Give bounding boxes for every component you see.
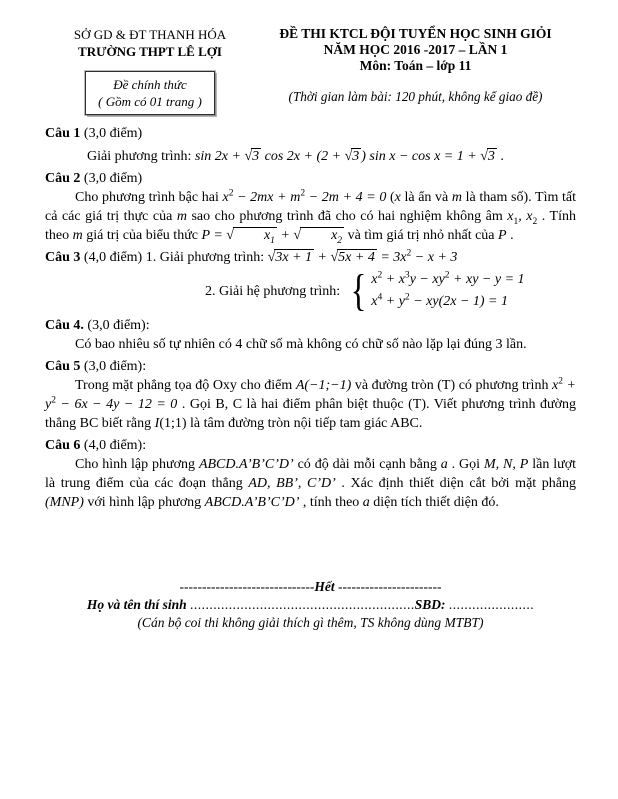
exam-body [45, 124, 576, 512]
question-2 [45, 169, 576, 245]
system-equation-2: $x^4 + y^2 - xy(2x - 1) = 1$ [371, 292, 508, 309]
question-4-points: (3,0 điểm): [83, 318, 150, 333]
system-equation-1: $x^2 + x^3y - xy^2$ + xy − y = 1 [371, 270, 525, 287]
question-2-heading [45, 169, 576, 188]
question-3-item1-formula: $√3x + 1 + √5x + 4 = 3x^2 - x + 3$ [267, 248, 458, 265]
system-brace: { [350, 266, 367, 316]
header [45, 26, 576, 115]
question-2-statement: Cho phương trình bậc hai $x^2 - 2mx + m^2 - 2m + 4 = 0$ (x là ẩn và m là tham số). Tìm tất cả các giá trị thực của m sao cho phương trình đã cho có hai nghiệm không âm $x_1$, $x_2$ . Tính theo m giá trị của biểu thức P = √ $x_1$ + √ $x_2$ và tìm giá trị nhỏ nhất của P . [45, 188, 576, 246]
end-dashes-right: ----------------------- [334, 579, 442, 594]
department-name: SỞ GD & ĐT THANH HÓA [73, 27, 227, 42]
question-1 [45, 124, 576, 166]
exam-duration: (Thời gian làm bài: 120 phút, không kể giao đề) [288, 89, 543, 104]
official-exam-box [85, 71, 215, 115]
question-2-points: (3,0 điểm) [80, 171, 143, 186]
question-1-formula: sin 2x + √3 cos 2x + (2 + √3 ) sin x − cos x = 1 + √3 . [194, 149, 504, 164]
question-6-points: (4,0 điểm): [80, 438, 147, 453]
question-3 [45, 248, 576, 316]
question-4-heading [45, 316, 576, 335]
sbd-dots: ...................... [448, 597, 535, 612]
question-6-heading [45, 436, 576, 455]
question-3-label: Câu 3 [45, 250, 81, 265]
question-5 [45, 357, 576, 433]
question-5-points: (3,0 điểm): [80, 359, 147, 374]
exam-subject: Môn: Toán – lớp 11 [359, 58, 472, 73]
question-5-statement: Trong mặt phẳng tọa độ Oxy cho điểm A(−1;−1) và đường tròn (T) có phương trình $x^2 + y^2 - 6x - 4y - 12 = 0$ . Gọi B, C là hai điểm phân biệt thuộc (T). Viết phương trình đường thẳng BC biết rằng I(1;1) là tâm đường tròn nội tiếp tam giác ABC. [45, 376, 577, 431]
question-4-statement: Có bao nhiêu số tự nhiên có 4 chữ số mà không có chữ số nào lặp lại đúng 3 lần. [75, 337, 527, 352]
end-divider [45, 578, 576, 596]
question-6-statement: Cho hình lập phương ABCD.A’B’C’D’ có độ dài mỗi cạnh bằng a . Gọi M, N, P lần lượt là trung điểm của các đoạn thẳng AD, BB’, C’D’ . Xác định thiết diện cắt bởi mặt phẳng (MNP) với hình lập phương ABCD.A’B’C’D’ , tính theo a diện tích thiết diện đó. [45, 457, 577, 510]
question-1-heading [45, 124, 576, 143]
equation-system [371, 269, 524, 313]
candidate-name-label: Họ và tên thí sinh [86, 597, 190, 612]
question-1-label: Câu 1 [45, 126, 81, 141]
official-box-line2: ( Gồm có 01 trang ) [98, 94, 202, 109]
issuer-block [45, 26, 255, 115]
official-box-line1: Đề chính thức [113, 77, 187, 92]
candidate-name-dots: .......................................................... [190, 597, 415, 612]
exam-year: NĂM HỌC 2016 -2017 – LẦN 1 [323, 42, 508, 57]
question-1-points: (3,0 điểm) [80, 126, 143, 141]
question-3-heading [45, 248, 576, 267]
question-5-heading [45, 357, 576, 376]
end-dashes-left: ------------------------------ [179, 579, 315, 594]
question-4 [45, 316, 576, 354]
exam-title: ĐỀ THI KTCL ĐỘI TUYỂN HỌC SINH GIỎI [279, 26, 552, 41]
sbd-label: SBD: [414, 597, 449, 612]
footer [45, 578, 576, 632]
question-4-label: Câu 4. [45, 318, 84, 333]
end-label: Hết [314, 579, 335, 594]
question-6-label: Câu 6 [45, 438, 81, 453]
school-name: TRƯỜNG THPT LÊ LỢI [78, 44, 222, 59]
question-6 [45, 436, 576, 512]
question-3-item1-prefix: 1. Giải phương trình: [145, 250, 268, 265]
question-3-points: (4,0 điểm) [80, 250, 146, 265]
question-5-label: Câu 5 [45, 359, 81, 374]
proctor-note: (Cán bộ coi thi không giải thích gì thêm, TS không dùng MTBT) [137, 615, 484, 630]
question-1-statement [45, 147, 576, 166]
title-block [255, 26, 576, 115]
question-1-intro: Giải phương trình: [87, 149, 195, 164]
question-3-item2 [205, 266, 576, 316]
question-2-label: Câu 2 [45, 171, 81, 186]
candidate-line [45, 596, 576, 614]
question-3-item2-prefix: 2. Giải hệ phương trình: [205, 283, 341, 299]
